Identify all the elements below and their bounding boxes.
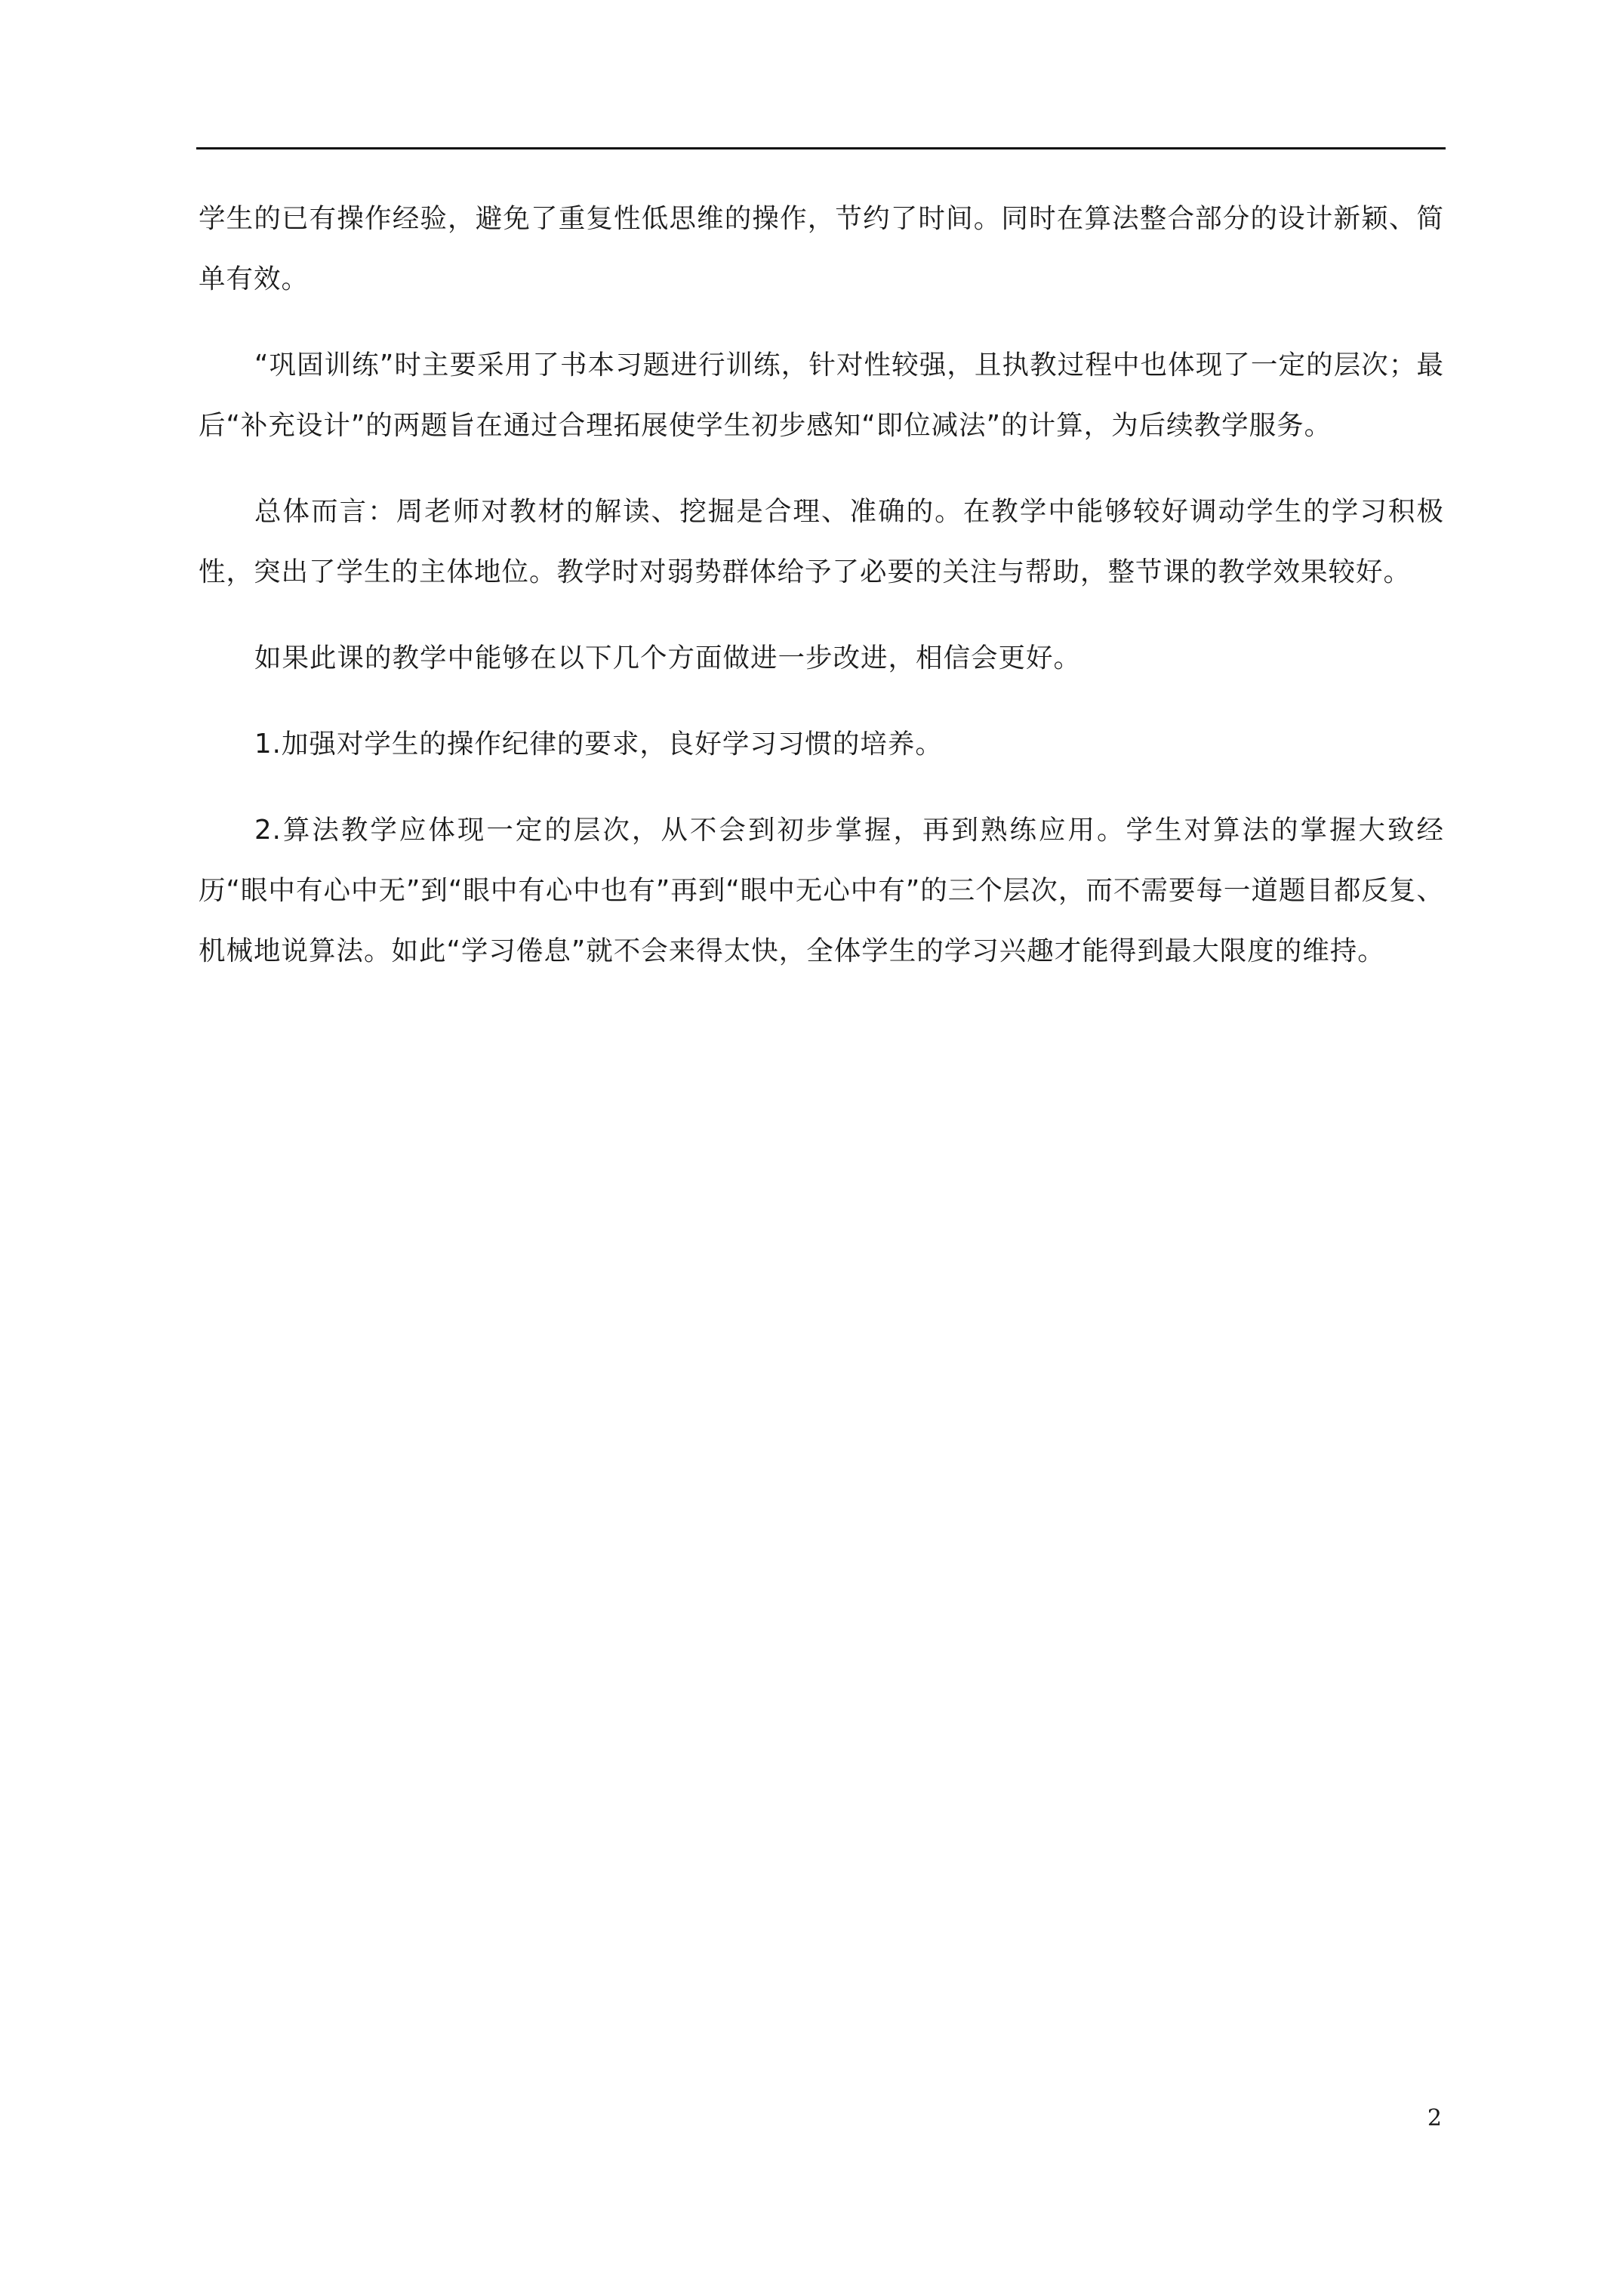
paragraph-point-2: 2.算法教学应体现一定的层次，从不会到初步掌握，再到熟练应用。学生对算法的掌握大致经历“眼中有心中无”到“眼中有心中也有”再到“眼中无心中有”的三个层次，而不需要每一道题目都反复、机械地说算法。如此“学习倦息”就不会来得太快，全体学生的学习兴趣才能得到最大限度的维持。: [199, 815, 1444, 966]
paragraph-consolidation-training: “巩固训练”时主要采用了书本习题进行训练，针对性较强，且执教过程中也体现了一定的层次；最后“补充设计”的两题旨在通过合理拓展使学生初步感知“即位减法”的计算，为后续教学服务。: [199, 350, 1444, 441]
paragraph-point-1: 1.加强对学生的操作纪律的要求，良好学习习惯的培养。: [254, 729, 943, 760]
paragraph-improvement-intro: 如果此课的教学中能够在以下几个方面做进一步改进，相信会更好。: [254, 643, 1082, 673]
body-text: [199, 189, 1444, 1007]
page-number: 2: [1427, 2105, 1442, 2131]
paragraph-continuation: 学生的已有操作经验，避免了重复性低思维的操作，节约了时间。同时在算法整合部分的设计新颖、简单有效。: [199, 203, 1444, 294]
header-rule: [196, 147, 1446, 149]
paragraph-overall-evaluation: 总体而言：周老师对教材的解读、挖掘是合理、准确的。在教学中能够较好调动学生的学习积极性，突出了学生的主体地位。教学时对弱势群体给予了必要的关注与帮助，整节课的教学效果较好。: [199, 496, 1444, 587]
